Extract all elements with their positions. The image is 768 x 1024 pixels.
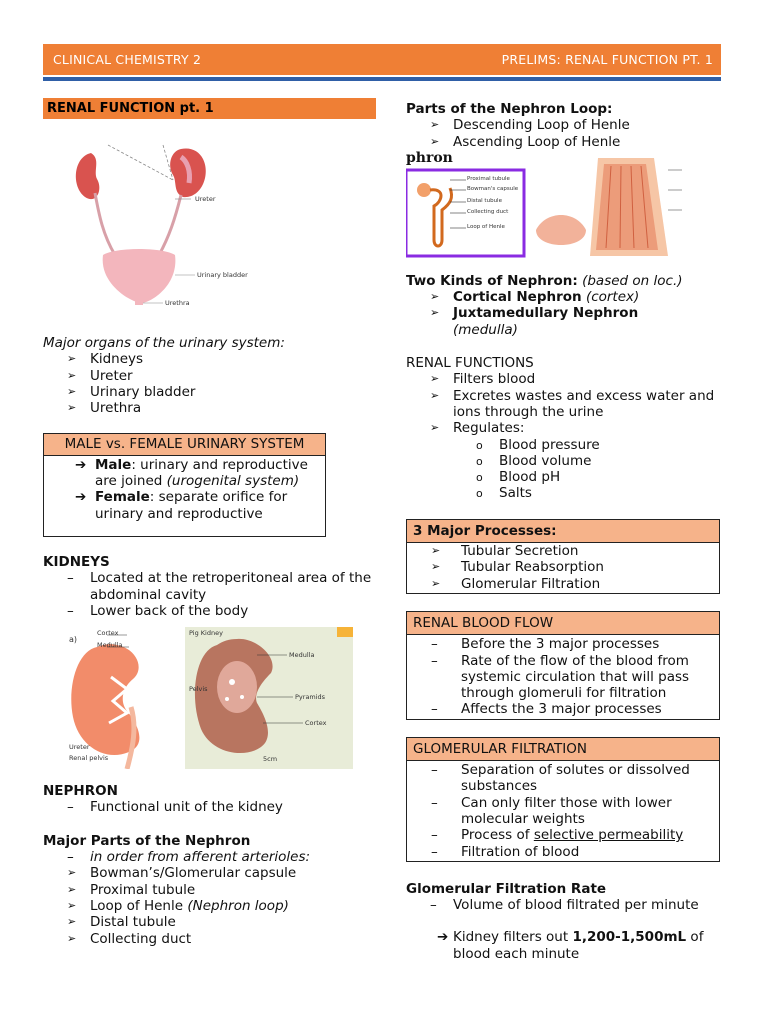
label-scale: 5cm <box>263 755 278 764</box>
kind-note: (medulla) <box>453 321 518 338</box>
nephron-illustration <box>406 150 706 260</box>
list-item: – Can only filter those with lower molecular weights <box>407 795 711 828</box>
list-item: – Located at the retroperitoneal area of the abdominal cavity <box>43 570 383 603</box>
label-a: a) <box>69 635 78 645</box>
list-item: – Before the 3 major processes <box>407 636 711 652</box>
list-item: ➢ Ascending Loop of Henle <box>406 134 724 150</box>
list-item: – Rate of the flow of the blood from systemic circulation that will pass through glomeruli for filtration <box>407 653 711 702</box>
list-item: ➢ Excretes wastes and excess water and ions through the urine <box>406 388 724 421</box>
label-ureter: Ureter <box>195 195 216 203</box>
label-cortex: Cortex <box>97 629 119 638</box>
male-item <box>44 457 325 490</box>
list-item <box>406 289 724 305</box>
section-title: RENAL FUNCTION pt. 1 <box>43 98 376 119</box>
stray-text: phron <box>406 149 453 166</box>
blood-flow-heading: RENAL BLOOD FLOW <box>407 612 719 635</box>
organs-intro: Major organs of the urinary system: <box>43 335 285 351</box>
nephron-figure <box>406 150 706 260</box>
label-bowmans-capsule: Bowman's capsule <box>467 185 519 192</box>
header-course: CLINICAL CHEMISTRY 2 <box>53 52 202 67</box>
label-urethra: Urethra <box>165 299 190 305</box>
list-item: – Separation of solutes or dissolved substances <box>407 762 711 795</box>
gfr-prefix: Kidney filters out <box>453 929 573 946</box>
organs-list <box>43 351 383 416</box>
label-pelvis: Pelvis <box>189 685 208 694</box>
female-label: Female <box>95 489 150 506</box>
list-item: – Functional unit of the kidney <box>43 799 383 815</box>
process-underlined: selective permeability <box>533 827 684 844</box>
kidney-figure <box>67 627 357 769</box>
right-column <box>406 101 724 962</box>
urinary-system-figure <box>63 135 303 305</box>
label-renal-pelvis: Renal pelvis <box>69 754 109 763</box>
list-item: ➢ Urethra <box>43 400 383 416</box>
urinary-system-illustration <box>63 135 303 305</box>
label-urinary-bladder: Urinary bladder <box>197 271 248 279</box>
loop-note: (Nephron loop) <box>187 897 289 914</box>
list-item: o Blood pressure <box>406 437 724 453</box>
kind-note: (cortex) <box>585 289 640 306</box>
list-item: ➢ Bowman’s/Glomerular capsule <box>43 865 383 881</box>
female-text: : separate orifice for urinary and reproductive <box>95 489 288 522</box>
label-medulla: Medulla <box>97 641 123 650</box>
female-item <box>44 489 325 522</box>
label-loop-of-henle: Loop of Henle <box>467 223 505 230</box>
label-pig-kidney: Pig Kidney <box>189 629 223 638</box>
list-item: – Affects the 3 major processes <box>407 701 711 717</box>
male-text: : urinary and reproductive are joined <box>95 456 308 490</box>
list-item: ➢ Distal tubule <box>43 914 383 930</box>
male-female-box <box>43 433 326 536</box>
header-divider <box>43 77 721 81</box>
list-item: ➢ Tubular Secretion <box>407 543 719 559</box>
list-item: ➢ Kidneys <box>43 351 383 367</box>
male-label: Male <box>95 456 132 473</box>
processes-box <box>406 519 720 594</box>
list-item: ➢ Urinary bladder <box>43 384 383 400</box>
male-female-heading: MALE vs. FEMALE URINARY SYSTEM <box>44 434 325 455</box>
label-medulla-pig: Medulla <box>289 651 315 660</box>
process-prefix: Process of <box>461 827 534 844</box>
kind-name: Juxtamedullary Nephron <box>453 305 639 322</box>
kinds-heading-line <box>406 273 724 289</box>
kidneys-heading: KIDNEYS <box>43 553 110 570</box>
list-item: ➢ Collecting duct <box>43 931 383 947</box>
list-item: ➢ Glomerular Filtration <box>407 576 719 592</box>
filtration-box <box>406 737 720 862</box>
list-item: o Salts <box>406 485 724 501</box>
list-item: ➢ Ureter <box>43 368 383 384</box>
blood-flow-box <box>406 611 720 720</box>
label-distal-tubule: Distal tubule <box>467 197 502 204</box>
label-cortex-pig: Cortex <box>305 719 327 728</box>
label-ureter-kidney: Ureter <box>69 743 90 752</box>
list-item: – Filtration of blood <box>407 844 711 860</box>
gfr-bold: 1,200-1,500mL <box>572 929 687 946</box>
list-item <box>406 929 724 962</box>
kinds-heading: Two Kinds of Nephron: <box>406 272 578 289</box>
list-item <box>407 827 711 843</box>
loop-label: Loop of Henle <box>90 897 184 914</box>
label-pyramids: Pyramids <box>295 693 326 702</box>
kind-name: Cortical Nephron <box>453 289 582 306</box>
gfr-heading: Glomerular Filtration Rate <box>406 880 607 897</box>
processes-heading: 3 Major Processes: <box>407 520 719 543</box>
list-item: ➢ Filters blood <box>406 371 724 387</box>
nephron-heading: NEPHRON <box>43 783 118 800</box>
gfr-suffix: of blood each minute <box>453 929 704 962</box>
list-item: – Volume of blood filtrated per minute <box>406 897 724 913</box>
parts-heading: Major Parts of the Nephron <box>43 832 251 849</box>
loop-heading: Parts of the Nephron Loop: <box>406 101 613 117</box>
header-topic: PRELIMS: RENAL FUNCTION PT. 1 <box>501 52 713 67</box>
list-item: o Blood pH <box>406 469 724 485</box>
filtration-heading: GLOMERULAR FILTRATION <box>407 738 719 761</box>
page-header <box>43 44 721 75</box>
list-item: ➢ Proximal tubule <box>43 882 383 898</box>
list-item: o Blood volume <box>406 453 724 469</box>
list-item: ➢ Tubular Reabsorption <box>407 559 719 575</box>
left-column <box>43 98 383 947</box>
parts-note: – in order from afferent arterioles: <box>43 849 383 865</box>
label-collecting-duct: Collecting duct <box>467 208 509 215</box>
list-item: – Lower back of the body <box>43 603 383 619</box>
kinds-note: (based on loc.) <box>582 272 683 289</box>
label-proximal-tubule: Proximal tubule <box>467 175 510 182</box>
male-note: (urogenital system) <box>166 473 300 490</box>
list-item <box>406 305 724 338</box>
list-item: ➢ Descending Loop of Henle <box>406 117 724 133</box>
functions-heading: RENAL FUNCTIONS <box>406 355 534 372</box>
list-item: ➢ Regulates: <box>406 420 724 436</box>
list-item <box>43 898 383 914</box>
